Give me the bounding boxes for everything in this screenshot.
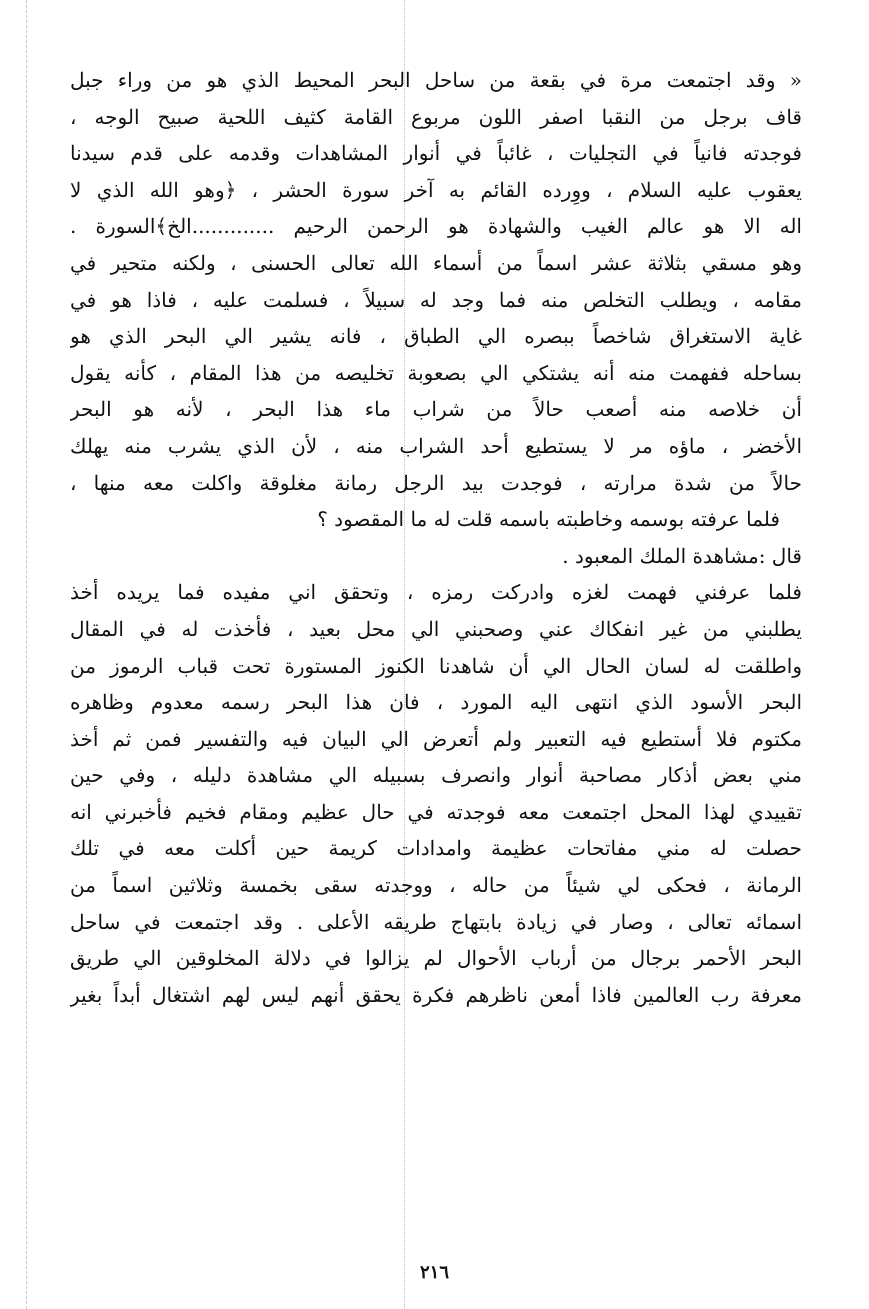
text-line: اله الا هو عالم الغيب والشهادة هو الرحمن الرحيم .............الخ﴾السورة . bbox=[70, 214, 802, 239]
text-line: واطلقت له لسان الحال الي أن شاهدنا الكنوز المستورة تحت قباب الرموز من bbox=[70, 653, 802, 678]
text-line: حالاً من شدة مرارته ، فوجدت بيد الرجل رمانة مغلوقة واكلت معه منها ، bbox=[70, 470, 802, 495]
text-line: فوجدته فانياً في التجليات ، غائباً في أنوار المشاهدات وقدمه على قدم سيدنا bbox=[70, 141, 802, 166]
text-line: وهو مسقي بثلاثة عشر اسماً من أسماء الله تعالى الحسنى ، ولكنه متحير في bbox=[70, 250, 802, 275]
text-line: بساحله ففهمت منه أنه يشتكي الي بصعوبة تخليصه من هذا المقام ، كأنه يقول bbox=[70, 360, 802, 385]
scan-margin-line bbox=[26, 0, 27, 1309]
text-line: أن خلاصه منه أصعب حالاً من شراب ماء هذا البحر ، لأنه هو البحر bbox=[70, 397, 802, 422]
text-line: تقييدي لهذا المحل اجتمعت معه فوجدته في حال عظيم ومقام فخيم فأخبرني انه bbox=[70, 799, 802, 824]
text-line: يعقوب عليه السلام ، ووِرده القائم به آخر سورة الحشر ، ﴿وهو الله الذي لا bbox=[70, 177, 802, 202]
text-line: « وقد اجتمعت مرة في بقعة من ساحل البحر المحيط الذي هو من وراء جبل bbox=[70, 68, 802, 92]
text-line: فلما عرفني فهمت لغزه وادركت رمزه ، وتحقق اني مفيده فما يريده أخذ bbox=[70, 580, 802, 605]
text-line: البحر الأحمر برجال من أرباب الأحوال لم يزالوا في دلالة المخلوقين الي طريق bbox=[70, 946, 802, 971]
text-line: قال :مشاهدة الملك المعبود . bbox=[562, 543, 802, 568]
text-line: الرمانة ، فحكى لي شيئاً من حاله ، ووجدته سقى بخمسة وثلاثين اسماً من bbox=[70, 873, 802, 898]
body-text bbox=[70, 62, 802, 1013]
text-line: الأخضر ، ماؤه مر لا يستطيع أحد الشراب منه ، لأن الذي يشرب منه يهلك bbox=[70, 433, 802, 458]
text-line: مقامه ، ويطلب التخلص منه فما وجد له سبيلاً ، فسلمت عليه ، فاذا هو في bbox=[70, 287, 802, 312]
text-line: قاف برجل من النقبا اصفر اللون مربوع القامة كثيف اللحية صبيح الوجه ، bbox=[70, 104, 802, 129]
text-line: مني بعض أذكار مصاحبة أنوار وانصرف بسبيله الي مشاهدة دليله ، وفي حين bbox=[70, 763, 802, 788]
text-line: مكتوم فلا أستطيع فيه التعبير ولم أتعرض الي البيان فيه والتفسير فمن ثم أخذ bbox=[70, 726, 802, 751]
text-line: حصلت له مني مفاتحات عظيمة وامدادات كريمة حين أكلت معه في تلك bbox=[70, 836, 802, 861]
text-line: فلما عرفته بوسمه وخاطبته باسمه قلت له ما المقصود ؟ bbox=[317, 507, 780, 532]
text-line: يطلبني من غير انفكاك عني وصحبني الي محل بعيد ، فأخذت له في المقال bbox=[70, 616, 802, 641]
text-line: اسمائه تعالى ، وصار في زيادة بابتهاج طريقه الأعلى . وقد اجتمعت في ساحل bbox=[70, 909, 802, 934]
text-line: معرفة رب العالمين فاذا أمعن ناظرهم فكرة يحقق أنهم ليس لهم اشتغال أبداً بغير bbox=[70, 982, 802, 1007]
page-number: ٢١٦ bbox=[419, 1262, 449, 1283]
text-line: البحر الأسود الذي انتهى اليه المورد ، فان هذا البحر رسمه معدوم وظاهره bbox=[70, 690, 802, 715]
text-line: غاية الاستغراق شاخصاً ببصره الي الطباق ، فانه يشير الي البحر الذي هو bbox=[70, 324, 802, 349]
